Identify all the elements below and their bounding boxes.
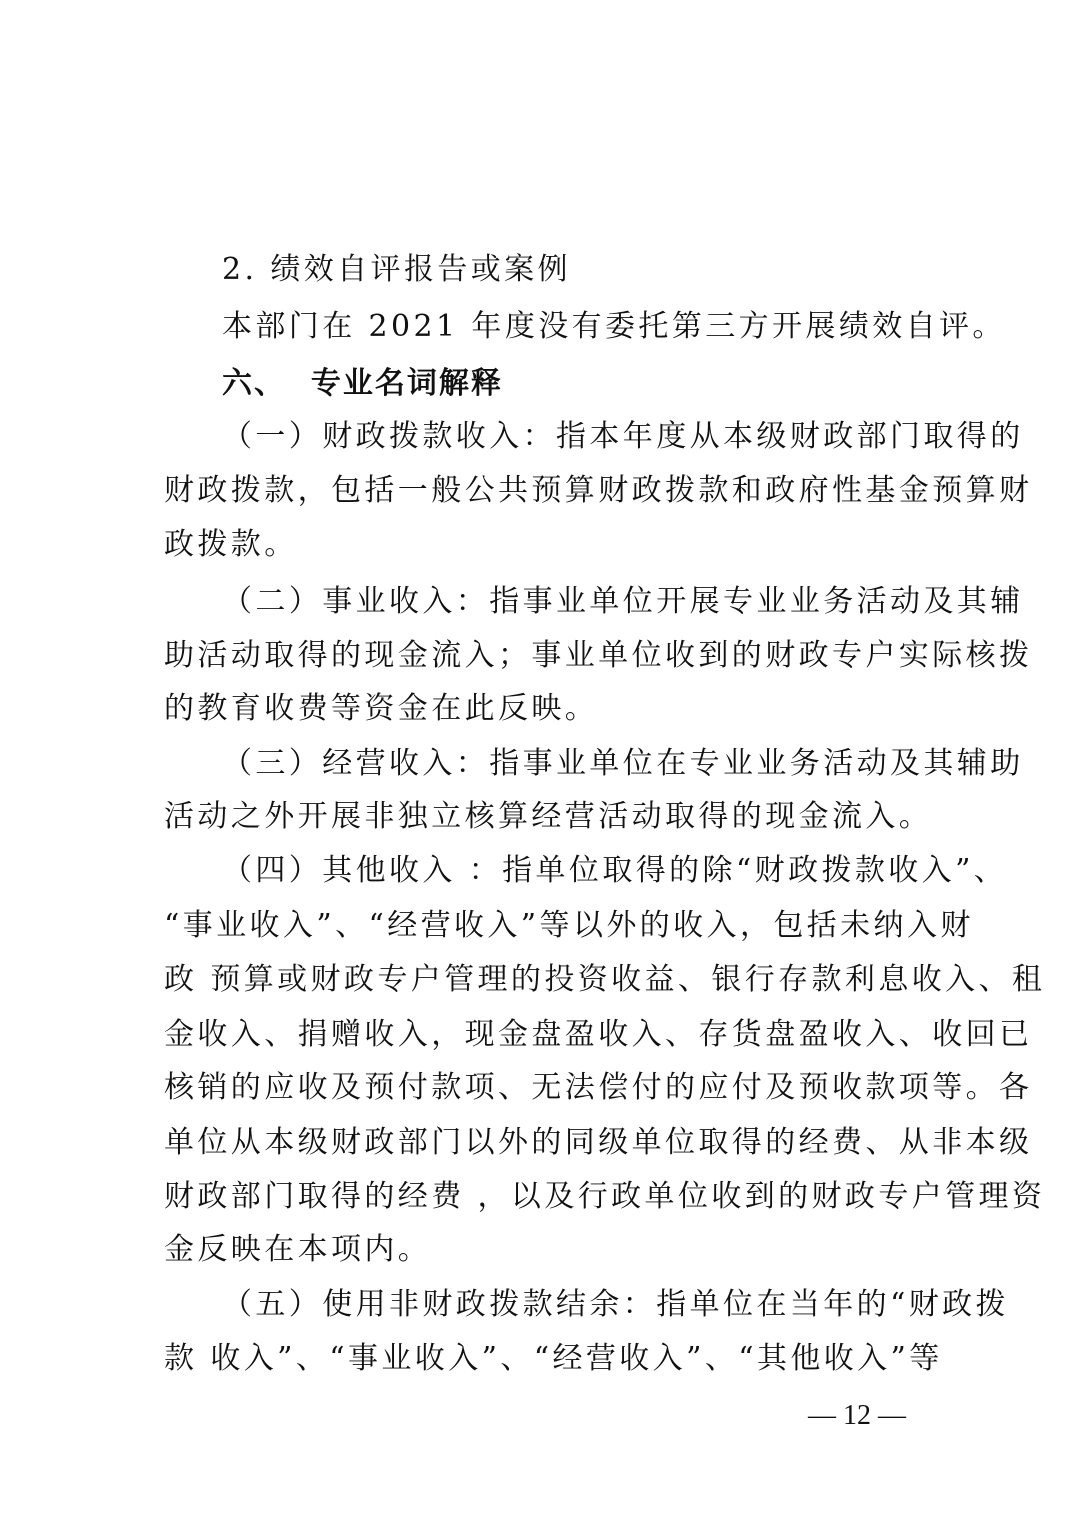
paragraph-line: 款 收入”、“事业收入”、“经营收入”、“其他收入”等 — [164, 1341, 943, 1376]
paragraph-line: 政拨款。 — [164, 527, 298, 562]
paragraph-line: 本部门在 2021 年度没有委托第三方开展绩效自评。 — [222, 309, 1006, 344]
paragraph-line: （五）使用非财政拨款结余：指单位在当年的“财政拨 — [222, 1287, 1009, 1322]
paragraph-line: 财政部门取得的经费 ，以及行政单位收到的财政专户管理资 — [164, 1179, 1046, 1214]
paragraph-line: 核销的应收及预付款项、无法偿付的应付及预收款项等。各 — [164, 1070, 1033, 1105]
paragraph-line: （四）其他收入 ：指单位取得的除“财政拨款收入”、 — [222, 853, 1008, 888]
paragraph-line: “事业收入”、“经营收入”等以外的收入，包括未纳入财 — [164, 908, 974, 943]
paragraph-line: 财政拨款，包括一般公共预算财政拨款和政府性基金预算财 — [164, 473, 1033, 508]
paragraph-line: 单位从本级财政部门以外的同级单位取得的经费、从非本级 — [164, 1125, 1033, 1160]
paragraph-line: 金收入、捐赠收入，现金盘盈收入、存货盘盈收入、收回已 — [164, 1017, 1033, 1052]
paragraph-line: （二）事业收入：指事业单位开展专业业务活动及其辅 — [222, 584, 1024, 619]
paragraph-line: （一）财政拨款收入：指本年度从本级财政部门取得的 — [222, 419, 1024, 454]
paragraph-line: 助活动取得的现金流入；事业单位收到的财政专户实际核拨 — [164, 638, 1033, 673]
paragraph-line: 的教育收费等资金在此反映。 — [164, 691, 599, 726]
paragraph-line: 政 预算或财政专户管理的投资收益、银行存款利息收入、租 — [164, 962, 1046, 997]
paragraph-line: （三）经营收入：指事业单位在专业业务活动及其辅助 — [222, 746, 1024, 781]
section-heading-terminology: 六、 专业名词解释 — [222, 366, 503, 401]
paragraph-line: 活动之外开展非独立核算经营活动取得的现金流入。 — [164, 799, 933, 834]
page-number: — 12 — — [808, 1400, 906, 1431]
paragraph-line: 金反映在本项内。 — [164, 1232, 432, 1267]
item-heading-performance-report: 2. 绩效自评报告或案例 — [222, 252, 571, 287]
